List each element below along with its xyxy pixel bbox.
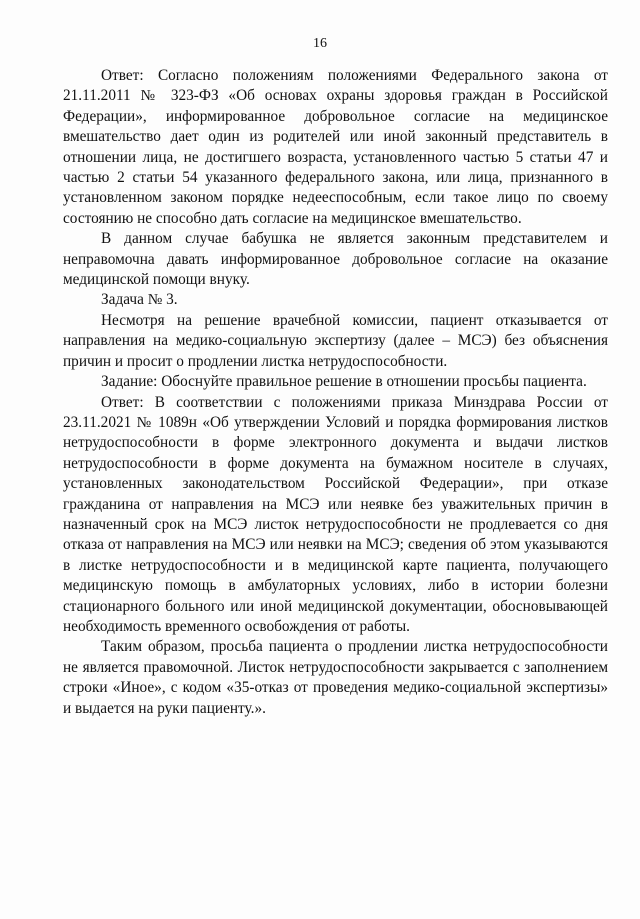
paragraph-task-3-heading: Задача № 3.: [101, 291, 178, 309]
paragraph-answer-3: Ответ: В соответствии с положениями приказа Минздрава России от 23.11.2021 № 1089н «Об утверждении Условий и порядка формирования листков нетрудоспособности в форме электронного документа и выдачи листков нетрудоспособности в форме документа на бумажном носителе в случаях, установленных законодательством Российской Федерации», при отказе гражданина от направления на МСЭ или неявке без уважительных причин в назначенный срок на МСЭ листок нетрудоспособности не продлевается со дня отказа от направления на МСЭ или неявки на МСЭ; сведения об этом указываются в листке нетрудоспособности и в медицинской карте пациента, получающего медицинскую помощь в амбулаторных условиях, либо в истории болезни стационарного больного или иной медицинской документации, обосновывающей необходимость временного освобождения от работы.: [63, 393, 608, 635]
paragraph-assignment: Задание: Обоснуйте правильное решение в отношении просьбы пациента.: [101, 373, 587, 391]
document-body: [63, 66, 608, 719]
page-number: 16: [313, 36, 327, 51]
paragraph-conclusion: Таким образом, просьба пациента о продлении листка нетрудоспособности не является правомочной. Листок нетрудоспособности закрывается с заполнением строки «Иное», с кодом «35-отказ от проведения медико-социальной экспертизы» и выдается на руки пациенту.».: [63, 638, 608, 717]
paragraph-task-3-condition: Несмотря на решение врачебной комиссии, пациент отказывается от направления на медико-социальную экспертизу (далее – МСЭ) без объяснения причин и просит о продлении листка нетрудоспособности.: [63, 311, 608, 370]
paragraph-answer-1: Ответ: Согласно положениям положениями Федерального закона от 21.11.2011 № 323-ФЗ «Об основах охраны здоровья граждан в Российской Федерации», информированное добровольное согласие на медицинское вмешательство дает один из родителей или иной законный представитель в отношении лица, не достигшего возраста, установленного частью 5 статьи 47 и частью 2 статьи 54 указанного федерального закона, или лица, признанного в установленном законом порядке недееспособным, если такое лицо по своему состоянию не способно дать согласие на медицинское вмешательство.: [63, 67, 608, 227]
paragraph-grandmother: В данном случае бабушка не является законным представителем и неправомочна давать информированное добровольное согласие на оказание медицинской помощи внуку.: [63, 230, 608, 289]
